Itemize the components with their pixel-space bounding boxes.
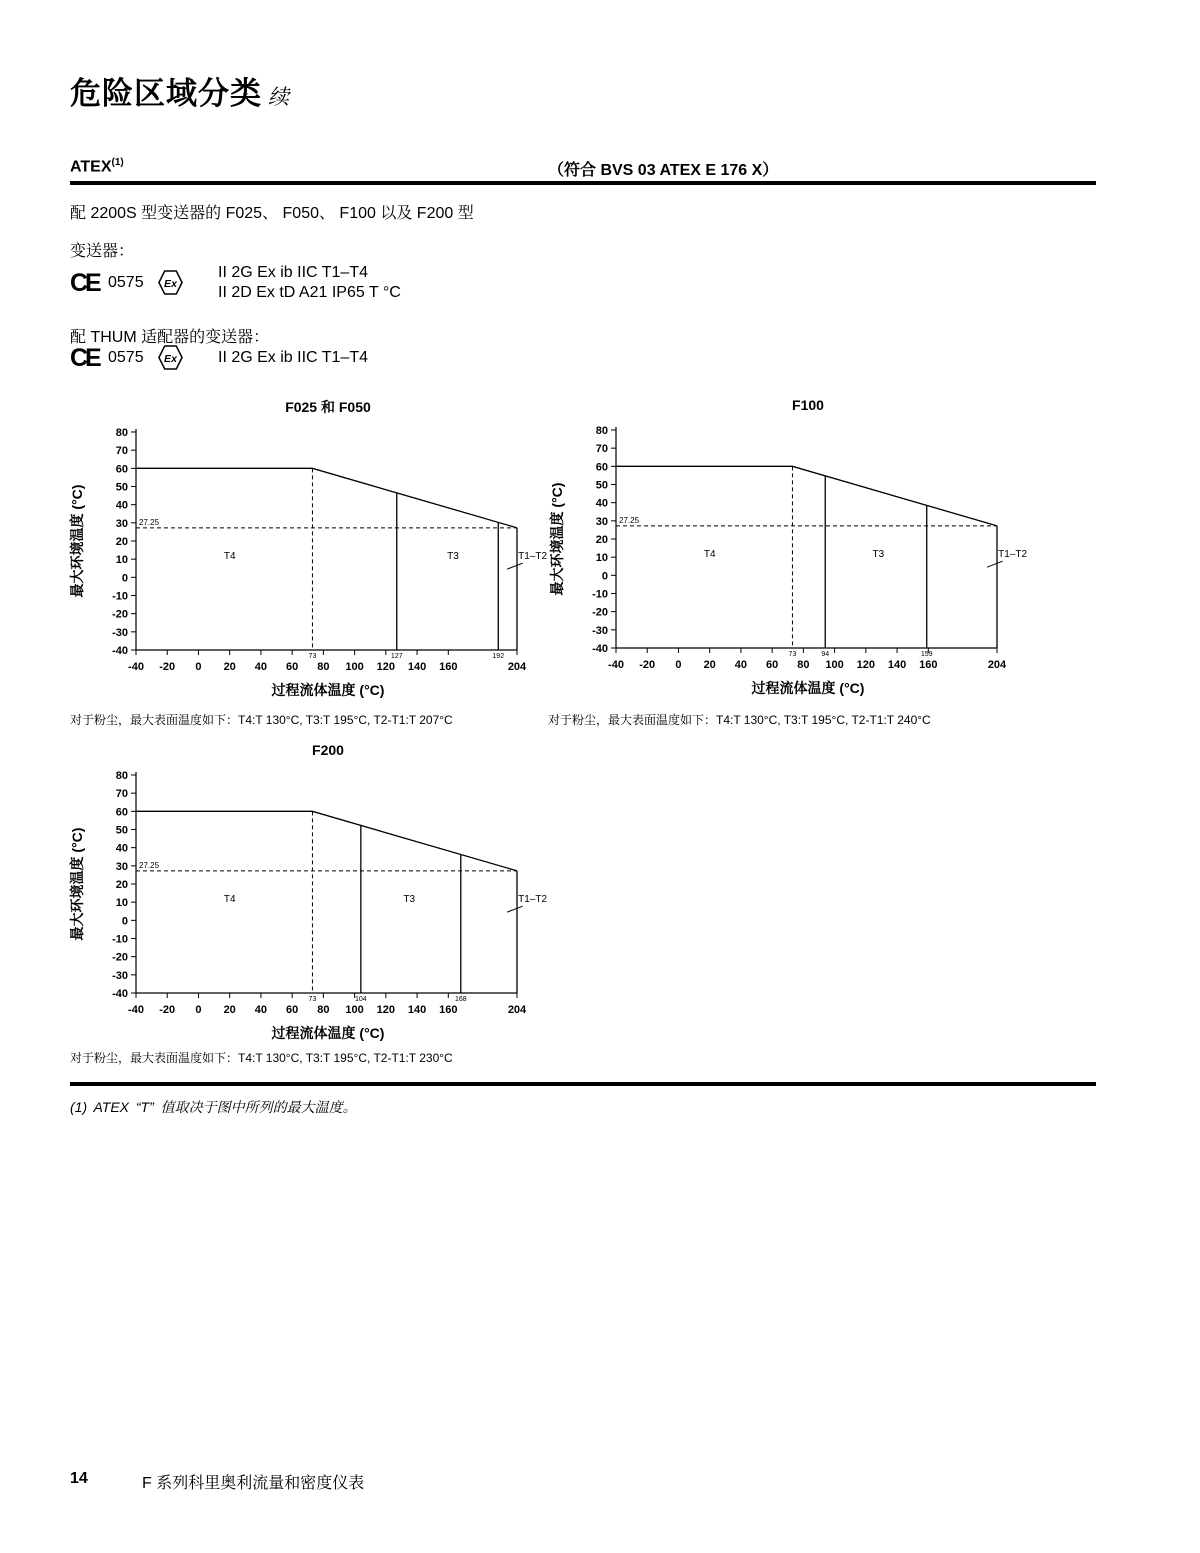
ex-hexagon-icon [158, 270, 183, 295]
x-tick-label: 100 [345, 661, 364, 673]
x-tick-label: 204 [507, 661, 527, 673]
vertical-marker-label: 192 [492, 653, 505, 660]
series-boundary-line [136, 811, 517, 870]
y-tick-label: -30 [592, 624, 608, 637]
y-axis-title: 最大环境温度 (°C) [69, 827, 85, 941]
x-tick-label: 140 [407, 661, 427, 673]
x-tick-label: 60 [766, 659, 779, 671]
zone-label: T3 [872, 549, 885, 561]
x-tick-label: 60 [286, 1004, 299, 1016]
y-tick-label: -10 [592, 588, 608, 601]
x-tick-label: 160 [439, 661, 458, 673]
atex-heading [70, 157, 124, 176]
x-tick-label: 0 [195, 661, 202, 673]
series-boundary-line [616, 466, 997, 525]
atex-certificate: （符合 BVS 03 ATEX E 176 X） [548, 162, 779, 179]
x-tick-label: 80 [317, 661, 330, 673]
y-axis-title: 最大环境温度 (°C) [69, 484, 85, 598]
x-tick-label: -40 [128, 1004, 144, 1016]
zone-leader-line [987, 561, 1003, 567]
vertical-marker-label: 127 [390, 653, 403, 660]
section-rule-top [70, 181, 1096, 185]
y-tick-label: -30 [112, 626, 128, 639]
y-tick-label: 40 [115, 842, 128, 855]
vertical-marker-label: 73 [308, 653, 317, 660]
x-axis-title: 过程流体温度 (°C) [271, 682, 385, 698]
y-tick-label: -40 [592, 643, 608, 655]
y-tick-label: 0 [601, 570, 608, 583]
y-tick-label: 80 [115, 427, 128, 439]
chart-caption: 对于粉尘，最大表面温度如下：T4:T 130°C, T3:T 195°C, T2-T1:T 230°C [70, 1051, 453, 1065]
y-tick-label: 0 [121, 572, 128, 585]
transmitter-markings [218, 263, 401, 303]
footer-title: F 系列科里奥利流量和密度仪表 [142, 1475, 365, 1492]
chart-caption: 对于粉尘，最大表面温度如下：T4:T 130°C, T3:T 195°C, T2-T1:T 207°C [70, 713, 453, 727]
y-tick-label: -20 [112, 951, 128, 964]
zone-label: T4 [223, 894, 236, 906]
x-tick-label: 20 [223, 661, 236, 673]
y-tick-label: 80 [595, 425, 608, 437]
atex-label: ATEX [70, 158, 112, 176]
chart-f025-f050 [60, 395, 548, 705]
y-tick-label: 30 [115, 860, 128, 873]
ex-symbol: Ex [164, 277, 177, 290]
notified-body-code: 0575 [108, 274, 144, 291]
y-tick-label: 40 [115, 499, 128, 512]
x-tick-label: 80 [797, 659, 810, 671]
x-tick-label: 40 [254, 1004, 268, 1016]
y-tick-label: 60 [115, 806, 128, 819]
chart-title: F025 和 F050 [285, 399, 371, 415]
y-tick-label: 30 [115, 517, 128, 530]
zone-label: T3 [447, 551, 459, 563]
reference-line-label: 27.25 [139, 517, 160, 527]
vertical-marker-label: 104 [355, 996, 367, 1003]
zone-leader-line [507, 906, 523, 912]
x-tick-label: 160 [439, 1004, 458, 1016]
ce-mark: CE [70, 269, 99, 297]
chart-caption: 对于粉尘，最大表面温度如下：T4:T 130°C, T3:T 195°C, T2-T1:T 240°C [548, 713, 931, 727]
y-tick-label: 20 [115, 879, 128, 891]
zone-label: T4 [703, 549, 716, 561]
title-text: 危险区域分类 [70, 76, 262, 111]
section-rule-bottom [70, 1082, 1096, 1086]
y-tick-label: 70 [115, 445, 128, 458]
y-tick-label: -40 [112, 988, 128, 1000]
y-tick-label: -40 [112, 645, 128, 657]
marking-line: II 2D Ex tD A21 IP65 T °C [218, 284, 401, 301]
vertical-marker-label: 168 [454, 996, 467, 1003]
x-axis-title: 过程流体温度 (°C) [751, 680, 865, 696]
reference-line-label: 27.25 [619, 515, 640, 525]
y-tick-label: -20 [592, 606, 608, 619]
y-tick-label: 80 [115, 770, 128, 782]
x-tick-label: 100 [345, 1004, 364, 1016]
vertical-marker-label: 94 [821, 651, 830, 658]
y-tick-label: 50 [115, 824, 128, 837]
y-tick-label: 60 [115, 463, 128, 476]
x-tick-label: 20 [223, 1004, 236, 1016]
x-tick-label: -20 [159, 661, 176, 673]
zone-label: T4 [223, 551, 236, 563]
x-tick-label: -20 [159, 1004, 176, 1016]
x-axis-title: 过程流体温度 (°C) [271, 1025, 385, 1041]
chart-title: F100 [792, 397, 824, 413]
chart-f100 [540, 393, 1028, 703]
x-tick-label: 204 [987, 659, 1007, 671]
page-number: 14 [70, 1470, 88, 1487]
y-axis-title: 最大环境温度 (°C) [549, 482, 565, 596]
y-tick-label: -10 [112, 933, 128, 946]
y-tick-label: 70 [595, 443, 608, 456]
reference-line-label: 27.25 [139, 860, 160, 870]
y-tick-label: 40 [595, 497, 608, 510]
y-tick-label: 50 [115, 481, 128, 494]
y-tick-label: 60 [595, 461, 608, 474]
x-tick-label: 140 [407, 1004, 427, 1016]
y-tick-label: 50 [595, 479, 608, 492]
x-tick-label: 0 [675, 659, 682, 671]
intro-text: 配 2200S 型变送器的 F025、 F050、 F100 以及 F200 型 [70, 205, 474, 222]
atex-footnote-ref: (1) [111, 157, 124, 168]
x-tick-label: 0 [195, 1004, 202, 1016]
x-tick-label: 100 [825, 659, 844, 671]
vertical-marker-label: 159 [920, 651, 933, 658]
y-tick-label: -30 [112, 969, 128, 982]
x-tick-label: 120 [376, 661, 396, 673]
y-tick-label: 20 [595, 534, 608, 546]
zone-label: T3 [403, 894, 416, 906]
marking-line: II 2G Ex ib IIC T1–T4 [218, 264, 368, 281]
x-tick-label: 80 [317, 1004, 330, 1016]
series-boundary-line [136, 468, 517, 527]
y-tick-label: -10 [112, 590, 128, 603]
x-tick-label: 40 [254, 661, 268, 673]
transmitter-label: 变送器： [70, 243, 135, 260]
vertical-marker-label: 73 [788, 651, 797, 658]
zone-label: T1–T2 [998, 549, 1028, 561]
x-tick-label: 40 [734, 659, 748, 671]
y-tick-label: 30 [595, 515, 608, 528]
notified-body-code: 0575 [108, 349, 144, 366]
x-tick-label: 140 [887, 659, 907, 671]
vertical-marker-label: 73 [308, 996, 317, 1003]
x-tick-label: 20 [703, 659, 716, 671]
x-tick-label: -20 [639, 659, 656, 671]
zone-label: T1–T2 [518, 551, 548, 563]
x-tick-label: 60 [286, 661, 299, 673]
chart-f200 [60, 738, 548, 1048]
y-tick-label: 20 [115, 536, 128, 548]
ce-mark: CE [70, 344, 99, 372]
y-tick-label: 10 [595, 552, 608, 565]
y-tick-label: -20 [112, 608, 128, 621]
chart-title: F200 [312, 742, 344, 758]
x-tick-label: 120 [376, 1004, 396, 1016]
ex-symbol: Ex [164, 352, 177, 365]
y-tick-label: 70 [115, 788, 128, 801]
zone-leader-line [507, 563, 523, 569]
y-tick-label: 0 [121, 915, 128, 928]
title-continued: 续 [268, 86, 290, 109]
y-tick-label: 10 [115, 554, 128, 567]
y-tick-label: 10 [115, 897, 128, 910]
x-tick-label: -40 [608, 659, 624, 671]
x-tick-label: 204 [507, 1004, 527, 1016]
ex-hexagon-icon [158, 345, 183, 370]
zone-label: T1–T2 [518, 894, 548, 906]
x-tick-label: -40 [128, 661, 144, 673]
footnote: (1) ATEX “T” 值取决于图中所列的最大温度。 [70, 1099, 357, 1115]
x-tick-label: 120 [856, 659, 876, 671]
thum-marking: II 2G Ex ib IIC T1–T4 [218, 349, 368, 366]
x-tick-label: 160 [919, 659, 938, 671]
page-title [70, 68, 290, 113]
thum-label: 配 THUM 适配器的变送器： [70, 329, 270, 346]
